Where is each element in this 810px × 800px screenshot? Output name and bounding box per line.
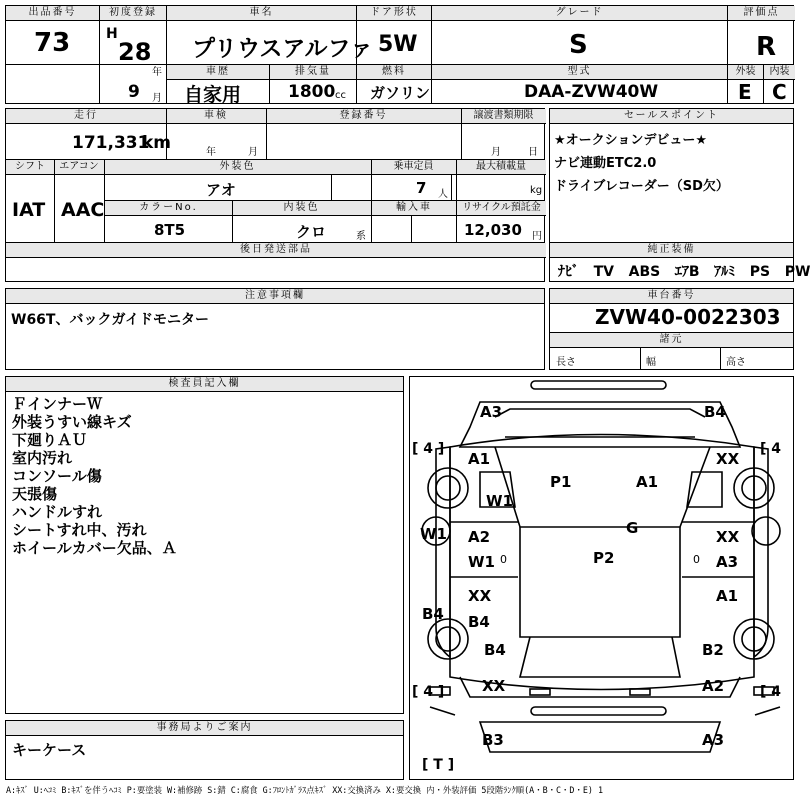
shift: IAT: [12, 199, 46, 221]
regno-label: 登録番号: [266, 109, 461, 124]
mark-roof: P2: [593, 549, 615, 567]
score: R: [756, 32, 777, 62]
inspector-line: 室内汚れ: [12, 449, 73, 467]
notes-label: 注意事項欄: [6, 289, 544, 304]
equip-airbag: ｴｱB: [674, 264, 700, 280]
interior-color: クロ: [296, 223, 327, 241]
history: 自家用: [184, 84, 242, 106]
history-label: 車歴: [167, 65, 269, 80]
fuel: ガソリン: [370, 84, 431, 102]
mark-wheel-rl: B4: [484, 641, 506, 659]
import-label: 輸入車: [372, 201, 456, 216]
displacement: 1800: [288, 82, 336, 102]
mark-wheel-rr: B2: [702, 641, 724, 659]
header-block: [5, 5, 794, 104]
mark-handle-left: 0: [500, 553, 507, 566]
mark-fender-right: XX: [716, 450, 740, 468]
mark-hood-left: P1: [550, 473, 572, 491]
mark-hood-right: A1: [636, 473, 659, 491]
displacement-label: 排気量: [270, 65, 356, 80]
ext-grade: E: [738, 80, 752, 104]
tire-rr: [ 4: [760, 684, 782, 700]
equip-abs: ABS: [628, 264, 661, 280]
equip-ps: PS: [749, 264, 771, 280]
model-label: 型式: [432, 65, 727, 80]
transfer-month: 月: [491, 147, 501, 158]
mileage: 171,331: [72, 133, 150, 153]
inspector-line: 下廻りＡＵ: [12, 431, 88, 449]
mark-windshield: G: [626, 519, 639, 537]
inspector-line: コンソール傷: [12, 467, 102, 485]
equipment-label: 純正装備: [550, 243, 793, 258]
km-unit: km: [142, 133, 172, 153]
era: H: [106, 26, 118, 42]
capacity-label: 乗車定員: [371, 160, 456, 175]
int-label: 内装: [764, 65, 795, 80]
chassis-label: 車台番号: [550, 289, 793, 304]
month-unit: 月: [152, 93, 162, 104]
height-label: 高さ: [726, 357, 746, 368]
mark-rear-door-left: XX: [468, 587, 492, 605]
office-text: キーケース: [12, 741, 87, 759]
car-name: プリウスアルファ: [192, 36, 374, 62]
grade-label: グレード: [432, 6, 727, 21]
shift-label: シフト: [6, 160, 54, 175]
mark-sill-right: A3: [716, 553, 739, 571]
insp-month-unit: 月: [248, 147, 258, 158]
score-label: 評価点: [728, 6, 795, 21]
chassis-number: ZVW40-0022303: [595, 305, 781, 329]
sales-label: セールスポイント: [550, 109, 793, 124]
tire-fr: [ 4: [760, 441, 782, 457]
mark-front-door-right: XX: [716, 528, 740, 546]
mileage-label: 走行: [6, 109, 166, 124]
transfer-label: 譲渡書類期限: [461, 109, 546, 124]
mark-quarter-left: B4: [468, 613, 490, 631]
mark-side-rear-left: B4: [422, 605, 444, 623]
chassis-block: [549, 288, 794, 370]
inspector-line: ＦインナーＷ: [12, 395, 103, 413]
fuel-label: 燃料: [357, 65, 431, 80]
mark-sill-left: W1: [468, 553, 495, 571]
spec-label: 諸元: [550, 333, 793, 348]
mark-fender-left: A1: [468, 450, 491, 468]
transfer-day: 日: [528, 147, 538, 158]
equip-alloy: ｱﾙﾐ: [714, 264, 736, 280]
door-label: ドア形状: [357, 6, 431, 21]
sales-line: ナビ連動ETC2.0: [554, 156, 657, 171]
inspection-label: 車検: [166, 109, 266, 124]
first-reg-label: 初度登録: [100, 6, 166, 21]
equip-pw: PW: [784, 264, 810, 280]
inspector-line: ホイールカバー欠品、Ａ: [12, 539, 177, 557]
notes-text: W66T、バックガイドモニター: [11, 312, 210, 328]
model: DAA-ZVW40W: [524, 82, 659, 102]
sales-point-block: [549, 108, 810, 282]
car-outline: [410, 377, 795, 781]
reg-year: 28: [118, 38, 152, 66]
lot-label: 出品番号: [6, 6, 99, 21]
recycle-label: リサイクル預託金: [457, 201, 546, 216]
equip-navi: ﾅﾋﾞ: [558, 264, 579, 280]
color: アオ: [206, 181, 236, 199]
inspector-line: ハンドルすれ: [12, 503, 103, 521]
load-unit: kg: [530, 185, 543, 196]
door: 5W: [378, 32, 418, 57]
interior-unit: 系: [356, 231, 366, 242]
mark-handle-right: 0: [693, 553, 700, 566]
inspector-block: [5, 376, 404, 714]
legend: A:ｷｽﾞ U:ﾍｺﾐ B:ｷｽﾞを伴うﾍｺﾐ P:要塗装 W:補修跡 S:錆 C:腐食 G:ﾌﾛﾝﾄｶﾞﾗｽ点ｷｽﾞ XX:交換済み X:要交換 内・外装評価 5段階ﾗﾝｸ順(A・B・C・D・E) 1: [6, 785, 604, 795]
ext-label: 外装: [728, 65, 763, 80]
mark-front-left: A3: [480, 403, 503, 421]
car-diagram: [409, 376, 794, 780]
capacity: 7: [416, 179, 427, 197]
equip-tv: TV: [593, 264, 615, 280]
insp-year-unit: 年: [206, 147, 216, 158]
grade: S: [569, 30, 588, 60]
color-no-label: カラーNo.: [105, 201, 232, 216]
ac: AAC: [61, 199, 105, 221]
mark-bumper-left: B3: [482, 731, 504, 749]
color-label: 外装色: [104, 160, 371, 175]
capacity-unit: 人: [438, 189, 448, 200]
width-label: 幅: [646, 357, 656, 368]
mark-front-right: B4: [704, 403, 726, 421]
reg-month: 9: [128, 82, 140, 102]
sales-line: ドライブレコーダー（SD欠）: [554, 179, 729, 194]
interior-label: 内装色: [232, 201, 371, 216]
length-label: 長さ: [556, 357, 576, 368]
lot-number: 73: [34, 28, 71, 58]
recycle: 12,030: [464, 221, 522, 239]
mark-side-left: W1: [420, 525, 447, 543]
office-block: [5, 720, 404, 780]
int-grade: C: [772, 80, 787, 104]
mark-bumper-right: A3: [702, 731, 725, 749]
inspector-line: 外装うすい線キズ: [12, 413, 132, 431]
spec-block: [5, 108, 545, 282]
cc-unit: cc: [335, 90, 346, 101]
inspector-label: 検査員記入欄: [6, 377, 403, 392]
tire-fl: [ 4 ]: [412, 441, 445, 457]
tire-spare: [ T ]: [422, 757, 455, 773]
mark-wheel-fl: W1: [486, 492, 513, 510]
load-label: 最大積載量: [456, 160, 546, 175]
mark-rear-left: XX: [482, 677, 506, 695]
ac-label: エアコン: [54, 160, 104, 175]
later-label: 後日発送部品: [6, 243, 546, 258]
mark-rear-right: A2: [702, 677, 725, 695]
office-label: 事務局よりご案内: [6, 721, 403, 736]
sales-line: ★オークションデビュー★: [554, 133, 708, 148]
color-no: 8T5: [154, 221, 186, 239]
inspector-line: 天張傷: [12, 485, 58, 503]
mark-front-door-left: A2: [468, 528, 491, 546]
tire-rl: [ 4 ]: [412, 684, 445, 700]
inspector-line: シートすれ中、汚れ: [12, 521, 147, 539]
mark-rear-door-right: A1: [716, 587, 739, 605]
year-unit: 年: [152, 67, 162, 78]
yen-unit: 円: [532, 231, 542, 242]
notes-block: [5, 288, 545, 370]
name-label: 車名: [167, 6, 356, 21]
